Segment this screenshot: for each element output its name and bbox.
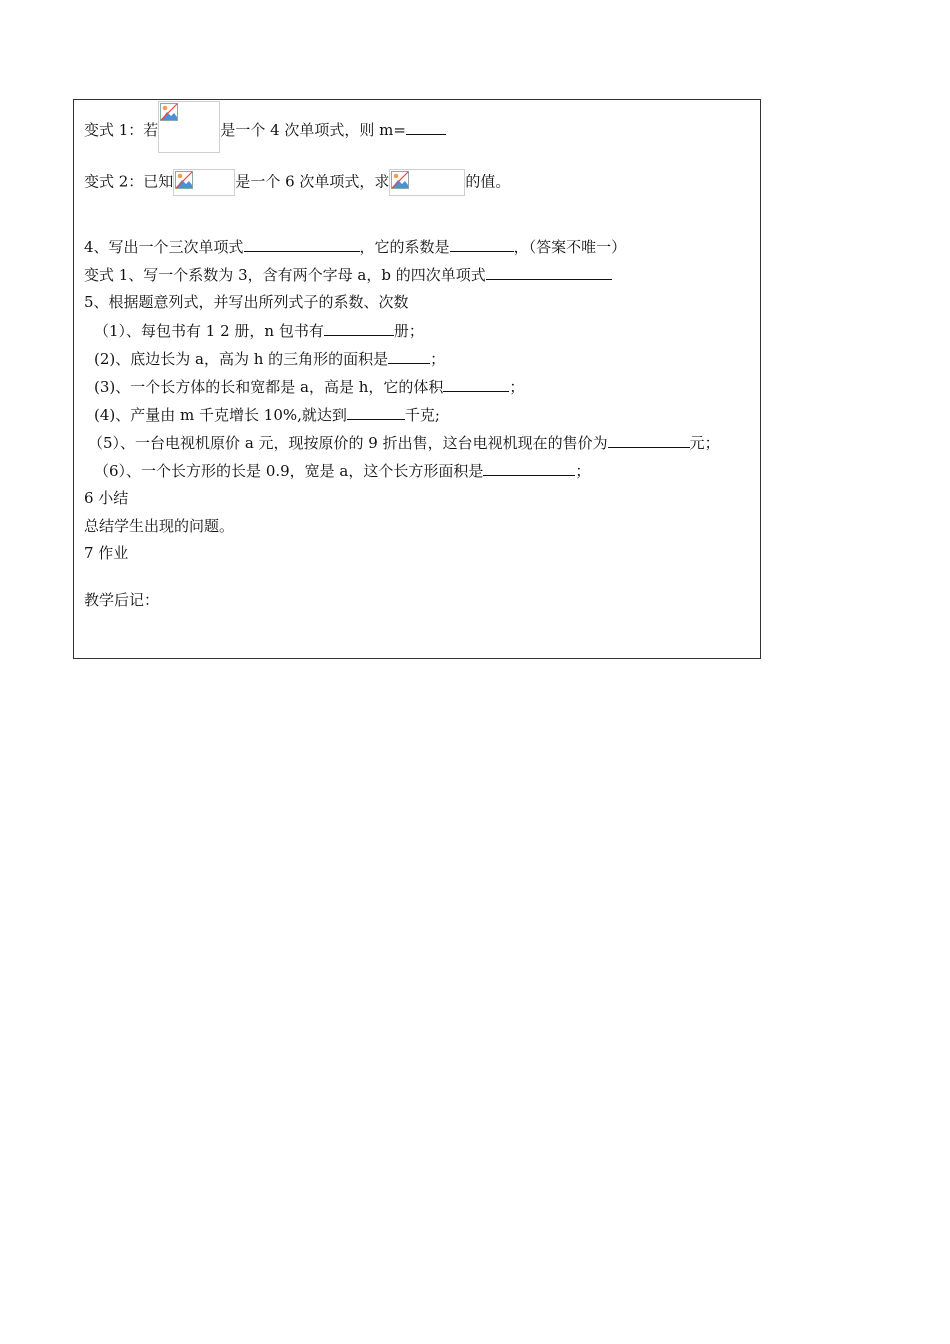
answer-blank (324, 320, 394, 336)
section-6-heading (84, 488, 128, 508)
part-6-text: （6）、一个长方形的长是 0.9，宽是 a，这个长方形面积是 (94, 462, 484, 480)
part-5-text: （5）、一台电视机原价 a 元，现按原价的 9 折出售，这台电视机现在的售价为 (88, 434, 608, 452)
question-5-part-4 (94, 404, 440, 425)
part-1-text: （1）、每包书有 1 2 册，n 包书有 (94, 322, 324, 340)
answer-blank (483, 460, 575, 476)
part-1-suffix: 册； (393, 322, 424, 340)
answer-blank (486, 264, 612, 280)
variant-1-suffix: 是一个 4 次单项式，则 m= (220, 121, 406, 139)
part-4-text: (4)、产量由 m 千克增长 10%,就达到 (94, 406, 347, 424)
question-4-variant-line (84, 264, 612, 285)
part-4-suffix: 千克; (404, 406, 440, 424)
question-5-part-3 (94, 376, 524, 397)
part-6-suffix: ； (575, 462, 591, 480)
teaching-notes-label: 教学后记： (84, 591, 160, 609)
variant-2-suffix: 的值。 (465, 172, 511, 191)
question-5-part-6 (94, 460, 590, 481)
variant-2-prefix: 变式 2：已知 (84, 172, 174, 191)
answer-blank (450, 236, 514, 252)
question-4-text: 4、写出一个三次单项式 (84, 238, 244, 256)
question-5-part-1 (94, 320, 424, 341)
question-4-line (84, 236, 626, 257)
section-6-title: 6 小结 (84, 489, 129, 507)
question-5-heading (84, 292, 409, 312)
answer-blank (244, 236, 360, 252)
broken-image-icon (391, 171, 409, 189)
section-6-text: 总结学生出现的问题。 (84, 517, 235, 535)
question-5-part-2 (94, 348, 445, 369)
teaching-notes (84, 590, 159, 610)
question-4-variant-text: 变式 1、写一个系数为 3，含有两个字母 a，b 的四次单项式 (84, 266, 486, 284)
answer-blank (406, 119, 446, 135)
question-4-middle: ，它的系数是 (359, 238, 450, 256)
formula-image-placeholder (389, 169, 465, 196)
variant-2-line (84, 169, 510, 196)
formula-image-placeholder (158, 101, 220, 153)
variant-1-line (84, 119, 446, 153)
answer-blank (347, 404, 405, 420)
answer-blank (443, 376, 509, 392)
broken-image-icon (160, 103, 178, 121)
section-6-body (84, 516, 234, 536)
broken-image-icon (175, 171, 193, 189)
part-3-text: (3)、一个长方体的长和宽都是 a，高是 h，它的体积 (94, 378, 444, 396)
question-5-text: 5、根据题意列式，并写出所列式子的系数、次数 (84, 293, 409, 311)
part-2-text: (2)、底边长为 a，高为 h 的三角形的面积是 (94, 350, 389, 368)
part-2-suffix: ； (430, 350, 446, 368)
part-3-suffix: ； (509, 378, 525, 396)
section-7-title: 7 作业 (84, 544, 129, 562)
part-5-suffix: 元； (689, 434, 720, 452)
question-4-note: ，（答案不唯一） (513, 238, 627, 256)
variant-1-prefix: 变式 1：若 (84, 121, 159, 139)
content-frame (73, 99, 761, 659)
section-7-heading (84, 543, 128, 563)
answer-blank (608, 432, 690, 448)
answer-blank (388, 348, 430, 364)
question-5-part-5 (88, 432, 720, 453)
variant-2-middle: 是一个 6 次单项式，求 (235, 172, 390, 191)
formula-image-placeholder (173, 169, 235, 196)
